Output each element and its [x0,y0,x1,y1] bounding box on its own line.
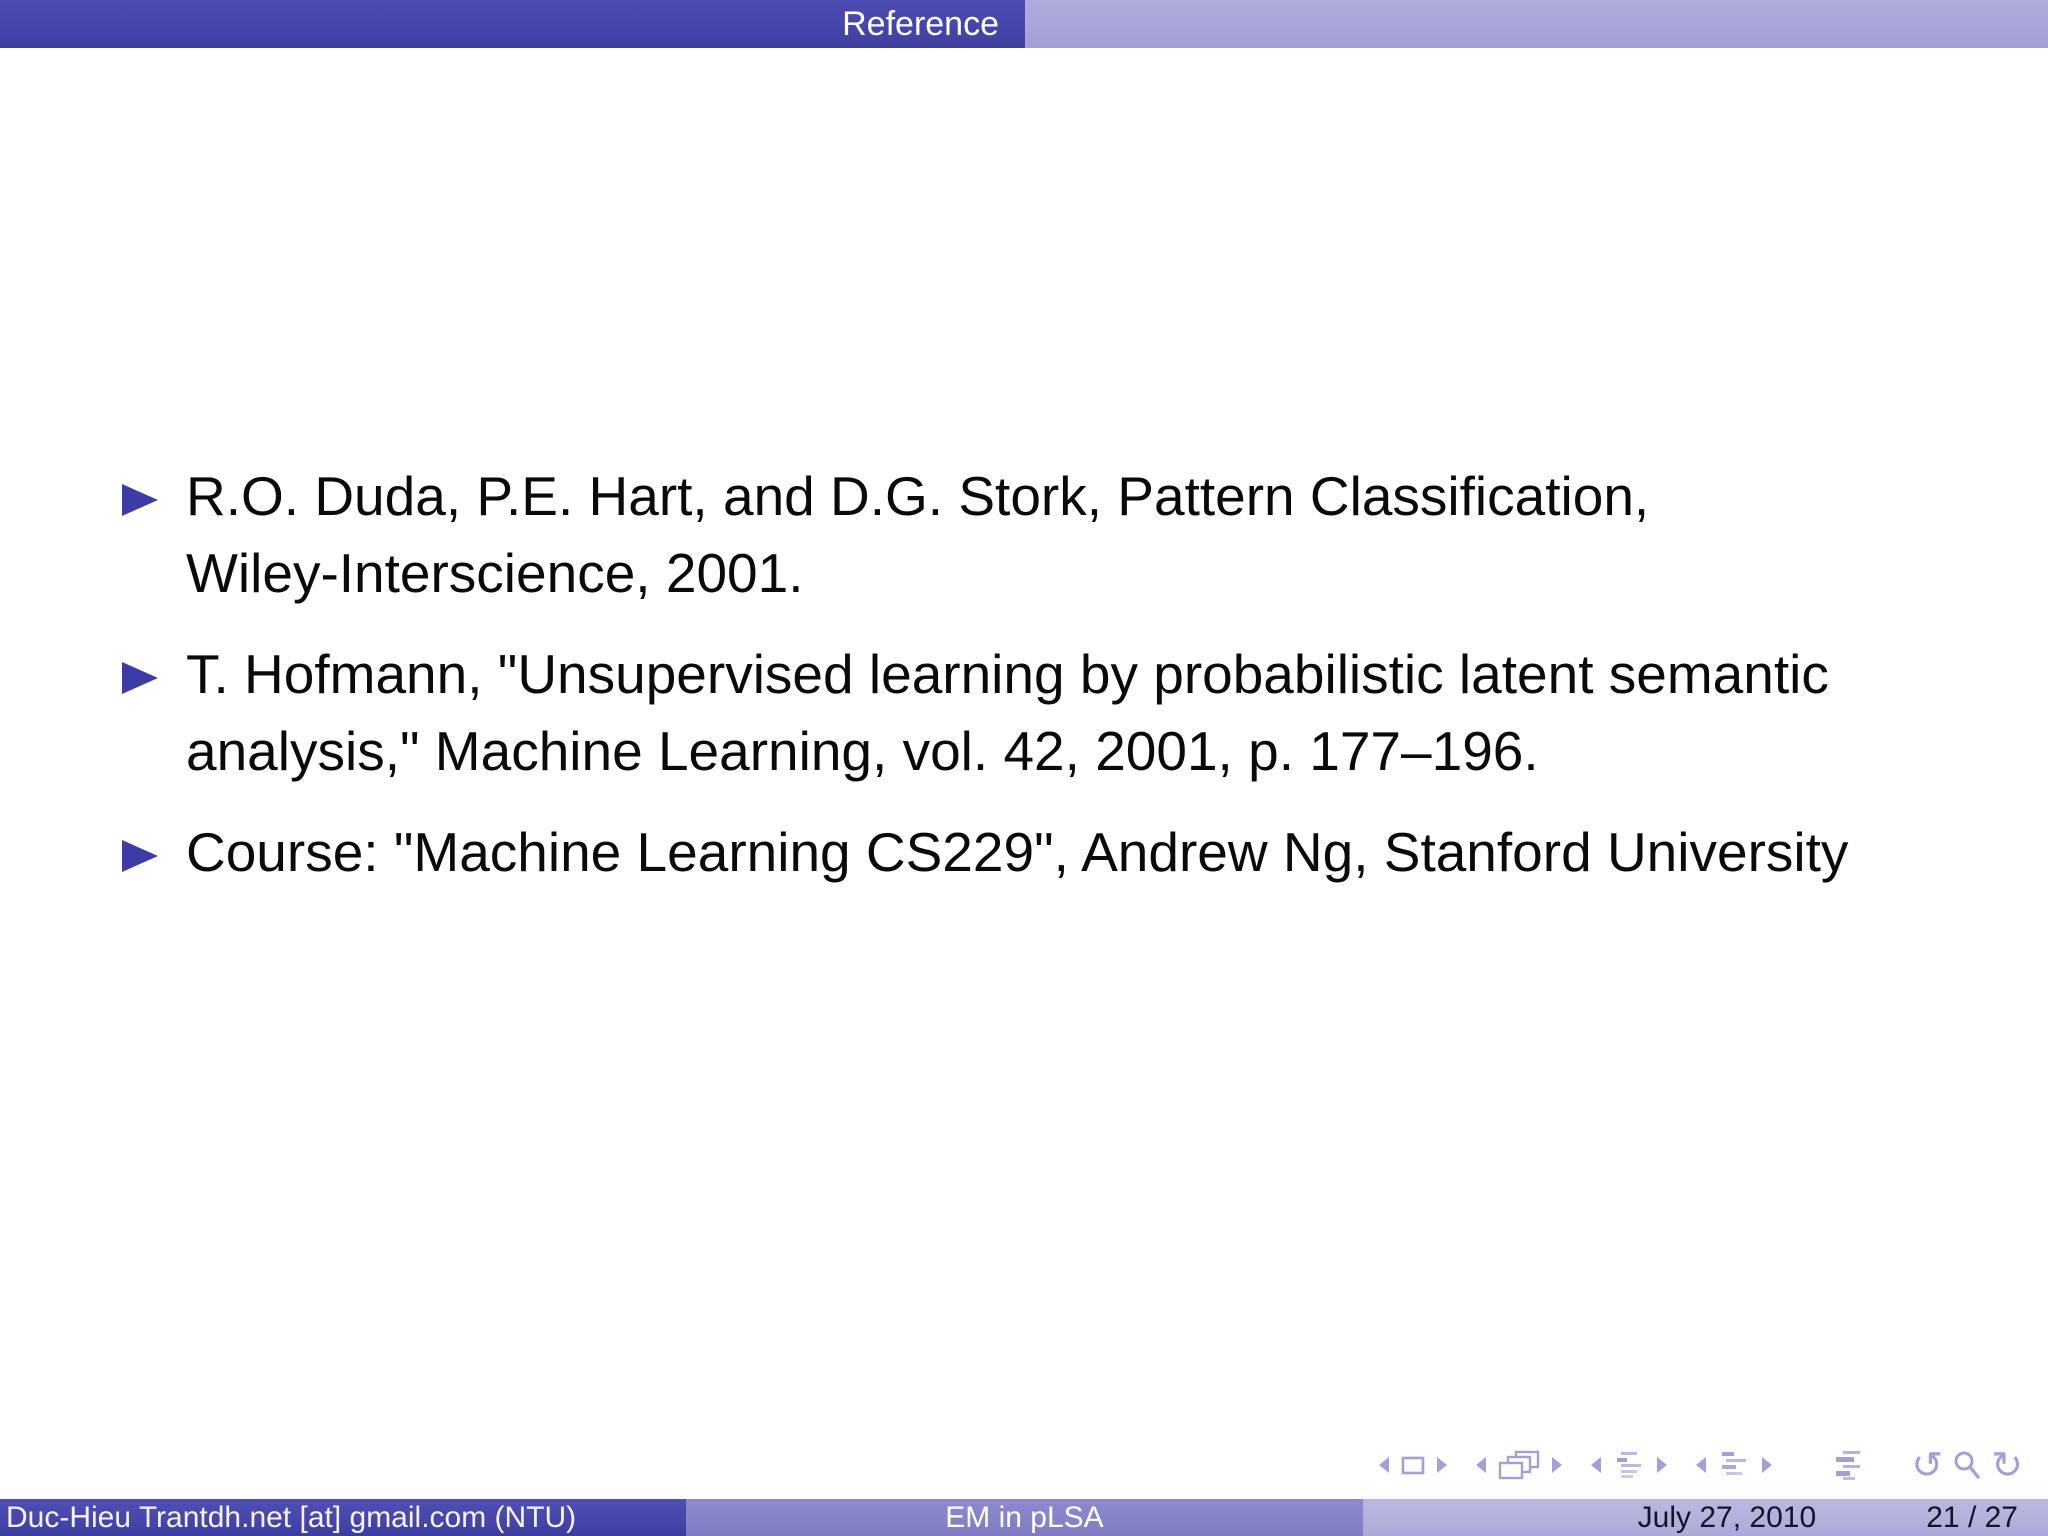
presentation-toc-icon[interactable] [1835,1450,1861,1480]
reference-line: T. Hofmann, "Unsupervised learning by probabilistic latent semantic [186,643,1829,705]
list-item [122,814,2018,891]
author-text: Duc-Hieu Trantdh.net [at] gmail.com (NTU) [6,1500,577,1534]
prev-slide-icon[interactable] [1376,1455,1391,1475]
date-text: July 27, 2010 [1637,1500,1817,1534]
reference-line: Wiley-Interscience, 2001. [186,542,804,604]
short-title-text: EM in pLSA [945,1500,1104,1534]
reference-line: analysis," Machine Learning, vol. 42, 2001, p. 177–196. [186,720,1539,782]
section-toc-icon[interactable] [1718,1451,1750,1479]
bullet-triangle-icon [122,484,158,516]
header-bar [0,0,2048,48]
header-section-area [0,0,1025,48]
slide-icon[interactable] [1401,1456,1425,1475]
list-item [122,636,2018,790]
prev-frame-icon[interactable] [1473,1455,1488,1475]
go-forward-icon[interactable]: ↻ [1991,1443,2023,1487]
next-section-icon[interactable] [1760,1455,1775,1475]
list-item [122,458,2018,612]
footer-title-segment [686,1499,1363,1536]
bullet-triangle-icon [122,840,158,872]
go-back-icon[interactable]: ↺ [1911,1443,1944,1487]
reference-line: R.O. Duda, P.E. Hart, and D.G. Stork, Pattern Classification, [186,465,1650,527]
reference-list [122,458,2018,891]
next-subsection-icon[interactable] [1655,1455,1670,1475]
reference-line: Course: "Machine Learning CS229", Andrew Ng, Stanford University [186,821,1849,883]
prev-subsection-icon[interactable] [1588,1455,1603,1475]
footer-date-segment [1363,1499,2048,1536]
prev-section-icon[interactable] [1693,1455,1708,1475]
bullet-triangle-icon [122,662,158,694]
frame-stack-icon[interactable] [1498,1450,1540,1481]
navigation-symbols [1376,1443,2023,1487]
next-frame-icon[interactable] [1550,1455,1565,1475]
subsection-toc-icon[interactable] [1613,1451,1645,1479]
footer-bar [0,1499,2048,1536]
next-slide-icon[interactable] [1435,1455,1450,1475]
footer-author-segment [0,1499,686,1536]
frame-title: Reference [842,5,999,43]
search-icon[interactable] [1953,1450,1981,1480]
page-number: 21 / 27 [1926,1500,2018,1534]
slide-body [122,458,2018,915]
header-subsection-area [1025,0,2048,48]
